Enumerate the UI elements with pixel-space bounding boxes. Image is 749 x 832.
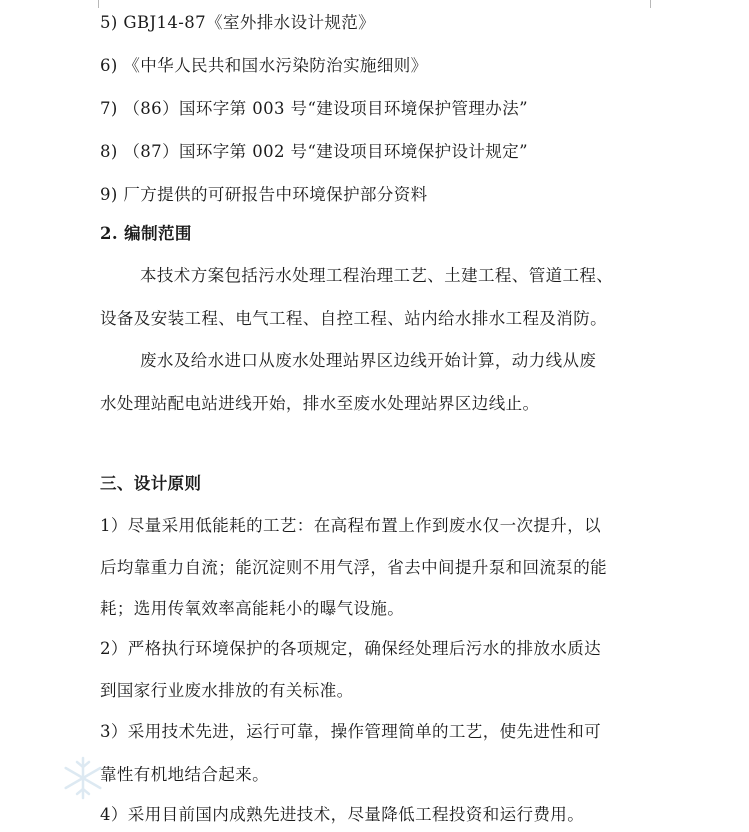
principle-line: 3）采用技术先进，运行可靠，操作管理简单的工艺，使先进性和可	[100, 722, 601, 741]
page-corner-mark-right	[650, 0, 661, 8]
snowflake-watermark-icon	[60, 755, 106, 801]
section-heading-principles: 三、设计原则	[100, 474, 202, 493]
reference-item: 5) GBJ14-87《室外排水设计规范》	[100, 13, 376, 32]
principle-line: 后均靠重力自流；能沉淀则不用气浮，省去中间提升泵和回流泵的能	[100, 558, 607, 577]
principle-line: 2）严格执行环境保护的各项规定，确保经处理后污水的排放水质达	[100, 639, 601, 658]
reference-item: 6) 《中华人民共和国水污染防治实施细则》	[100, 56, 428, 75]
principle-line: 到国家行业废水排放的有关标准。	[100, 681, 354, 700]
reference-item: 9) 厂方提供的可研报告中环境保护部分资料	[100, 185, 428, 204]
reference-item: 8) （87）国环字第 002 号“建设项目环境保护设计规定”	[100, 142, 528, 161]
principle-line: 1）尽量采用低能耗的工艺：在高程布置上作到废水仅一次提升，以	[100, 516, 601, 535]
page-corner-mark-left	[88, 0, 99, 8]
paragraph-line: 水处理站配电站进线开始，排水至废水处理站界区边线止。	[100, 394, 540, 413]
section-heading-scope: 2. 编制范围	[100, 224, 192, 243]
paragraph-line: 废水及给水进口从废水处理站界区边线开始计算，动力线从废	[140, 351, 597, 370]
reference-item: 7) （86）国环字第 003 号“建设项目环境保护管理办法”	[100, 99, 528, 118]
principle-line: 靠性有机地结合起来。	[100, 765, 269, 784]
paragraph-line: 设备及安装工程、电气工程、自控工程、站内给水排水工程及消防。	[100, 309, 607, 328]
principle-line: 4）采用目前国内成熟先进技术，尽量降低工程投资和运行费用。	[100, 805, 585, 824]
principle-line: 耗；选用传氧效率高能耗小的曝气设施。	[100, 599, 405, 618]
paragraph-line: 本技术方案包括污水处理工程治理工艺、土建工程、管道工程、	[140, 266, 614, 285]
